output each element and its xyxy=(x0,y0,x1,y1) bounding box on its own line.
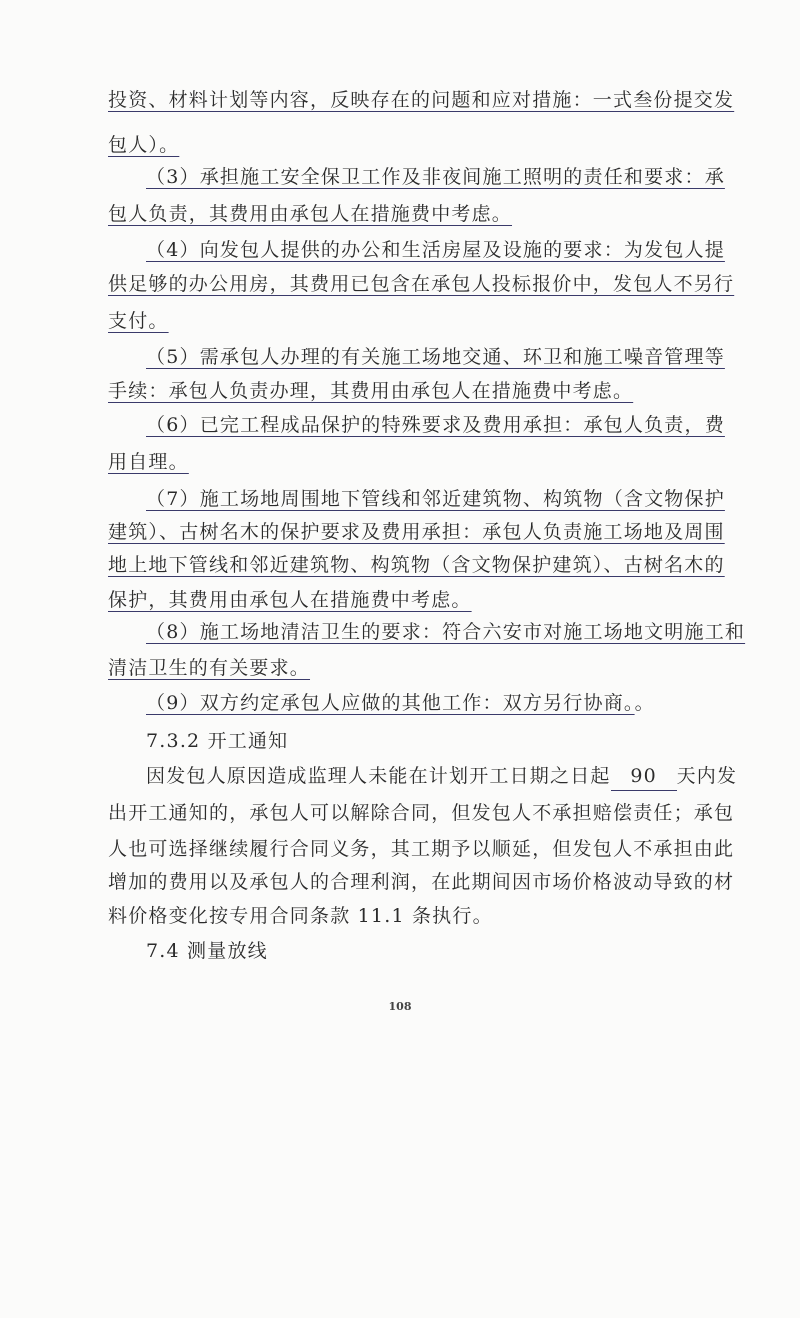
days-blank: 90 xyxy=(611,762,677,791)
text-line xyxy=(108,307,688,335)
text-line: 增加的费用以及承包人的合理利润，在此期间因市场价格波动导致的材 xyxy=(108,871,735,893)
underlined-text: （6）已完工程成品保护的特殊要求及费用承担：承包人负责，费 xyxy=(146,414,725,436)
text-line xyxy=(146,411,726,439)
text-line xyxy=(108,448,688,476)
underlined-text: 保护，其费用由承包人在措施费中考虑。 xyxy=(108,589,472,611)
text-line xyxy=(146,618,746,646)
underlined-text: （5）需承包人办理的有关施工场地交通、环卫和施工噪音管理等 xyxy=(146,346,725,368)
text-line xyxy=(108,200,688,228)
text-line xyxy=(146,485,726,513)
text-line: 供足够的办公用房，其费用已包含在承包人投标报价中，发包人不另行 xyxy=(108,273,735,295)
text-line xyxy=(146,689,726,717)
text-line xyxy=(146,236,726,264)
underlined-text: 手续：承包人负责办理，其费用由承包人在措施费中考虑。 xyxy=(108,380,634,402)
text-line xyxy=(146,343,726,371)
text-line xyxy=(108,377,688,405)
text-line: 地上地下管线和邻近建筑物、构筑物（含文物保护建筑）、古树名木的 xyxy=(108,554,725,576)
underlined-text: 包人负责，其费用由承包人在措施费中考虑。 xyxy=(108,203,513,225)
section-heading: 7.4 测量放线 xyxy=(146,940,268,962)
text-line: 料价格变化按专用合同条款 11.1 条执行。 xyxy=(108,905,493,927)
text-line xyxy=(146,163,726,191)
paragraph-text: 天内发 xyxy=(676,765,738,787)
text-line: 投资、材料计划等内容，反映存在的问题和应对措施：一式叁份提交发 xyxy=(108,89,735,111)
section-heading: 7.3.2 开工通知 xyxy=(146,730,289,752)
trailing-punctuation: 。 xyxy=(634,692,655,714)
text-line: 出开工通知的，承包人可以解除合同，但发包人不承担赔偿责任；承包 xyxy=(108,802,735,824)
text-line xyxy=(108,131,688,159)
underlined-text: （8）施工场地清洁卫生的要求：符合六安市对施工场地文明施工和 xyxy=(146,621,746,643)
paragraph-text: 因发包人原因造成监理人未能在计划开工日期之日起 xyxy=(146,765,611,787)
underlined-text: 清洁卫生的有关要求。 xyxy=(108,657,311,679)
underlined-text: （9）双方约定承包人应做的其他工作：双方另行协商。 xyxy=(146,692,635,714)
text-line: 建筑）、古树名木的保护要求及费用承担：承包人负责施工场地及周围 xyxy=(108,521,725,543)
page-number: 108 xyxy=(388,1000,412,1013)
text-line: 人也可选择继续履行合同义务，其工期予以顺延，但发包人不承担由此 xyxy=(108,838,735,860)
text-line xyxy=(108,586,688,614)
underlined-text: （7）施工场地周围地下管线和邻近建筑物、构筑物（含文物保护 xyxy=(146,488,725,510)
underlined-text: 支付。 xyxy=(108,310,169,332)
underlined-text: （3）承担施工安全保卫工作及非夜间施工照明的责任和要求：承 xyxy=(146,166,725,188)
underlined-text: （4）向发包人提供的办公和生活房屋及设施的要求：为发包人提 xyxy=(146,239,725,261)
underlined-text: 用自理。 xyxy=(108,451,189,473)
text-line xyxy=(146,762,738,791)
underlined-text: 包人）。 xyxy=(108,134,180,156)
text-line xyxy=(108,654,688,682)
